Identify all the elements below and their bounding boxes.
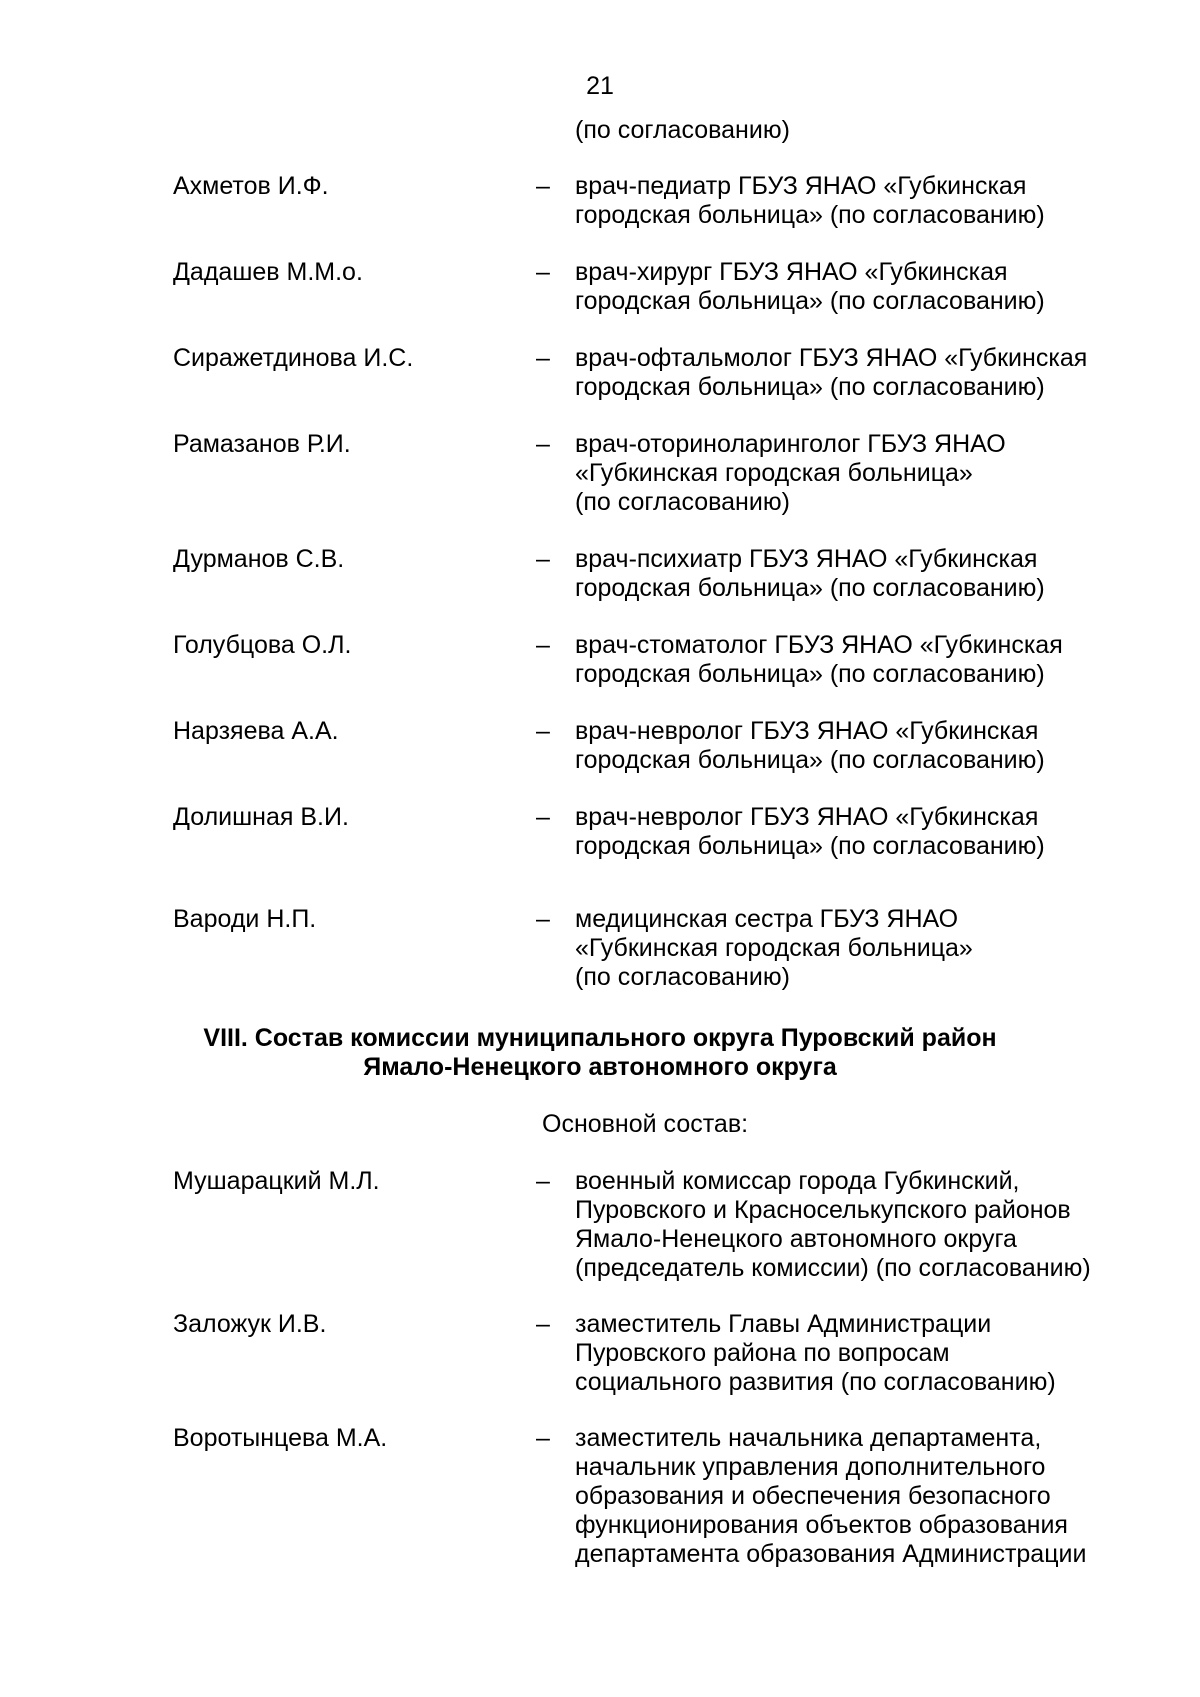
member-position: медицинская сестра ГБУЗ ЯНАО «Губкинская городская больница» (по согласованию): [575, 905, 973, 991]
member-position: врач-психиатр ГБУЗ ЯНАО «Губкинская городская больница» (по согласованию): [575, 545, 1045, 602]
member-position: врач-педиатр ГБУЗ ЯНАО «Губкинская городская больница» (по согласованию): [575, 172, 1045, 229]
member-position: врач-оториноларинголог ГБУЗ ЯНАО «Губкинская городская больница» (по согласованию): [575, 430, 1006, 516]
member-name: Мушарацкий М.Л.: [173, 1167, 380, 1195]
member-position: врач-офтальмолог ГБУЗ ЯНАО «Губкинская городская больница» (по согласованию): [575, 344, 1088, 401]
subheading: Основной состав:: [542, 1110, 749, 1138]
member-name: Заложук И.В.: [173, 1310, 327, 1338]
dash-separator: –: [536, 258, 550, 286]
dash-separator: –: [536, 803, 550, 831]
dash-separator: –: [536, 1167, 550, 1195]
member-name: Дадашев М.М.о.: [173, 258, 363, 286]
member-position: заместитель Главы Администрации Пуровского района по вопросам социального развития (по согласованию): [575, 1310, 1056, 1396]
page-number: 21: [586, 72, 614, 100]
member-position: врач-невролог ГБУЗ ЯНАО «Губкинская городская больница» (по согласованию): [575, 717, 1045, 774]
member-name: Воротынцева М.А.: [173, 1424, 388, 1452]
member-name: Ахметов И.Ф.: [173, 172, 329, 200]
member-position: заместитель начальника департамента, начальник управления дополнительного образования и обеспечения безопасного функционирования объектов образования департамента образования Администрации: [575, 1424, 1087, 1568]
member-name: Нарзяева А.А.: [173, 717, 339, 745]
dash-separator: –: [536, 905, 550, 933]
dash-separator: –: [536, 545, 550, 573]
member-name: Вароди Н.П.: [173, 905, 317, 933]
member-name: Рамазанов Р.И.: [173, 430, 351, 458]
member-name: Голубцова О.Л.: [173, 631, 352, 659]
member-position: врач-хирург ГБУЗ ЯНАО «Губкинская городская больница» (по согласованию): [575, 258, 1045, 315]
dash-separator: –: [536, 344, 550, 372]
member-name: Дурманов С.В.: [173, 545, 345, 573]
dash-separator: –: [536, 1424, 550, 1452]
member-name: Сиражетдинова И.С.: [173, 344, 414, 372]
dash-separator: –: [536, 717, 550, 745]
dash-separator: –: [536, 631, 550, 659]
member-position: военный комиссар города Губкинский, Пуровского и Красноселькупского районов Ямало-Ненецкого автономного округа (председатель комиссии) (по согласованию): [575, 1167, 1091, 1282]
member-name: Долишная В.И.: [173, 803, 349, 831]
continuation-text: (по согласованию): [575, 116, 790, 144]
dash-separator: –: [536, 430, 550, 458]
dash-separator: –: [536, 1310, 550, 1338]
dash-separator: –: [536, 172, 550, 200]
member-position: врач-стоматолог ГБУЗ ЯНАО «Губкинская городская больница» (по согласованию): [575, 631, 1063, 688]
section-title: VIII. Состав комиссии муниципального округа Пуровский район Ямало-Ненецкого автономного округа: [203, 1024, 997, 1081]
member-position: врач-невролог ГБУЗ ЯНАО «Губкинская городская больница» (по согласованию): [575, 803, 1045, 860]
